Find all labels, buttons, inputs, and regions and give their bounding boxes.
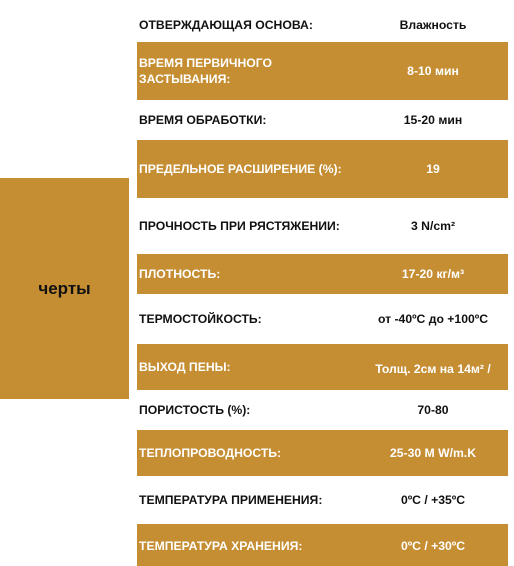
property-name: ПРЕДЕЛЬНОЕ РАСШИРЕНИЕ (%): <box>139 162 342 176</box>
property-value: 8-10 мин <box>407 64 459 78</box>
table-row-foam-yield <box>137 344 508 390</box>
property-name: ВРЕМЯ ПЕРВИЧНОГО ЗАСТЫВАНИЯ: <box>139 56 273 86</box>
property-value: 70-80 <box>417 403 449 417</box>
property-value: 17-20 кг/м³ <box>401 267 465 281</box>
property-name: ТЕПЛОПРОВОДНОСТЬ: <box>139 446 282 460</box>
table-row-thermal-conductivity <box>137 430 508 476</box>
property-name: ТЕРМОСТОЙКОСТЬ: <box>139 312 262 326</box>
table-row-tensile-strength <box>137 198 508 254</box>
properties-table <box>137 8 508 566</box>
table-row-density <box>137 254 508 294</box>
property-name: ТЕМПЕРАТУРА ПРИМЕНЕНИЯ: <box>139 493 323 507</box>
table-row-processing-time <box>137 100 508 140</box>
table-row-application-temperature <box>137 476 508 524</box>
table-row-initial-set-time <box>137 42 508 100</box>
property-value: 15-20 мин <box>403 113 463 127</box>
table-row-storage-temperature <box>137 524 508 566</box>
features-side-block <box>0 178 129 399</box>
property-value: 19 <box>426 162 440 176</box>
property-value: Толщ. 2см на 14м² / <box>375 361 491 376</box>
property-name: ВЫХОД ПЕНЫ: <box>139 360 231 374</box>
property-name: ПРОЧНОСТЬ ПРИ РЯСТЯЖЕНИИ: <box>139 219 340 233</box>
features-label: черты <box>38 278 91 298</box>
property-name: ТЕМПЕРАТУРА ХРАНЕНИЯ: <box>139 539 303 553</box>
property-value: 0ºC / +30ºC <box>400 539 466 553</box>
property-value: 0ºC / +35ºC <box>400 493 466 507</box>
property-name: ОТВЕРЖДАЮЩАЯ ОСНОВА: <box>139 18 313 32</box>
property-name: ПОРИСТОСТЬ (%): <box>139 403 251 417</box>
table-row-curing-base <box>137 8 508 42</box>
property-value: 25-30 M W/m.K <box>389 446 476 460</box>
property-name: ПЛОТНОСТЬ: <box>139 267 221 281</box>
table-row-heat-resistance <box>137 294 508 344</box>
property-value: Влажность <box>399 18 467 32</box>
property-value: от -40ºC до +100ºC <box>377 312 489 326</box>
property-value: 3 N/cm² <box>410 219 456 233</box>
property-name: ВРЕМЯ ОБРАБОТКИ: <box>139 113 267 127</box>
table-row-max-expansion <box>137 140 508 198</box>
table-row-porosity <box>137 390 508 430</box>
